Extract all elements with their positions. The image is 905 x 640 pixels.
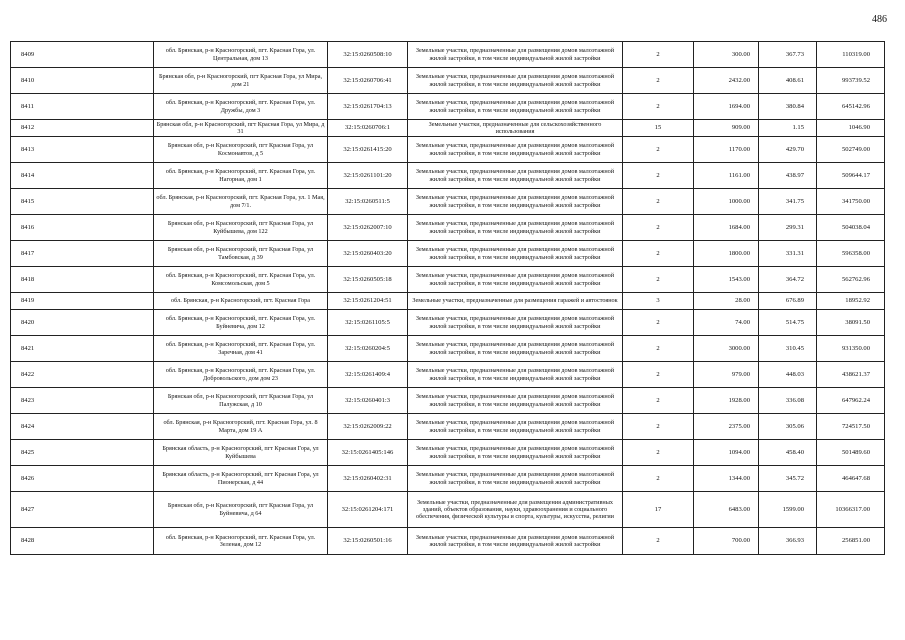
use-category-cell: 2 xyxy=(623,336,694,362)
area-cell: 1161.00 xyxy=(694,163,759,189)
cadastral-number-cell: 32:15:0262009:22 xyxy=(328,414,408,440)
cadastral-value-cell: 596358.00 xyxy=(817,241,885,267)
area-cell: 1694.00 xyxy=(694,94,759,120)
row-number: 8419 xyxy=(11,293,154,310)
row-number: 8414 xyxy=(11,163,154,189)
permitted-use-cell: Земельные участки, предназначенные для размещения домов малоэтажной жилой застройки, в том числе индивидуальной жилой застройки xyxy=(408,215,623,241)
cadastral-value-cell: 464647.68 xyxy=(817,466,885,492)
cadastral-number-cell: 32:15:0260706:1 xyxy=(328,120,408,137)
cadastral-value-cell: 724517.50 xyxy=(817,414,885,440)
table-row xyxy=(11,241,885,267)
area-cell: 2375.00 xyxy=(694,414,759,440)
address-cell: Брянская обл, р-н Красногорский, пгт Красная Гора, ул Тамбовская, д 39 xyxy=(154,241,328,267)
table-row xyxy=(11,68,885,94)
area-cell: 1170.00 xyxy=(694,137,759,163)
use-category-cell: 2 xyxy=(623,267,694,293)
area-cell: 1344.00 xyxy=(694,466,759,492)
cadastral-value-cell: 504038.04 xyxy=(817,215,885,241)
area-cell: 74.00 xyxy=(694,310,759,336)
permitted-use-cell: Земельные участки, предназначенные для размещения домов малоэтажной жилой застройки, в том числе индивидуальной жилой застройки xyxy=(408,466,623,492)
table-row xyxy=(11,293,885,310)
permitted-use-cell: Земельные участки, предназначенные для размещения домов малоэтажной жилой застройки, в том числе индивидуальной жилой застройки xyxy=(408,414,623,440)
row-number: 8427 xyxy=(11,492,154,528)
permitted-use-cell: Земельные участки, предназначенные для размещения гаражей и автостоянок xyxy=(408,293,623,310)
table-row xyxy=(11,528,885,555)
specific-value-cell: 341.75 xyxy=(759,189,817,215)
specific-value-cell: 367.73 xyxy=(759,42,817,68)
permitted-use-cell: Земельные участки, предназначенные для размещения домов малоэтажной жилой застройки, в том числе индивидуальной жилой застройки xyxy=(408,42,623,68)
cadastral-number-cell: 32:15:0260511:5 xyxy=(328,189,408,215)
cadastral-value-cell: 502749.00 xyxy=(817,137,885,163)
use-category-cell: 2 xyxy=(623,94,694,120)
specific-value-cell: 438.97 xyxy=(759,163,817,189)
area-cell: 1543.00 xyxy=(694,267,759,293)
address-cell: обл. Брянская, р-н Красногорский, пгт. Красная Гора, ул. Центральная, дом 13 xyxy=(154,42,328,68)
use-category-cell: 2 xyxy=(623,163,694,189)
cadastral-number-cell: 32:15:0260401:3 xyxy=(328,388,408,414)
table-row xyxy=(11,362,885,388)
specific-value-cell: 305.06 xyxy=(759,414,817,440)
cadastral-value-cell: 931350.00 xyxy=(817,336,885,362)
address-cell: обл. Брянская, р-н Красногорский, пгт. Красная Гора, ул. Добровольского, дом дом 23 xyxy=(154,362,328,388)
specific-value-cell: 366.93 xyxy=(759,528,817,555)
row-number: 8422 xyxy=(11,362,154,388)
table-row xyxy=(11,120,885,137)
row-number: 8409 xyxy=(11,42,154,68)
cadastral-value-cell: 645142.96 xyxy=(817,94,885,120)
use-category-cell: 15 xyxy=(623,120,694,137)
permitted-use-cell: Земельные участки, предназначенные для сельскохозяйственного использования xyxy=(408,120,623,137)
cadastral-number-cell: 32:15:0261415:20 xyxy=(328,137,408,163)
cadastral-number-cell: 32:15:0260403:20 xyxy=(328,241,408,267)
address-cell: обл. Брянская, р-н Красногорский, пгт. Красная Гора, ул. 1 Мая, дом 7/1. xyxy=(154,189,328,215)
address-cell: Брянская обл, р-н Красногорский, пгт Красная Гора, ул Куйбышева, дом 122 xyxy=(154,215,328,241)
specific-value-cell: 514.75 xyxy=(759,310,817,336)
cadastral-number-cell: 32:15:0260402:31 xyxy=(328,466,408,492)
permitted-use-cell: Земельные участки, предназначенные для размещения домов малоэтажной жилой застройки, в том числе индивидуальной жилой застройки xyxy=(408,267,623,293)
cadastral-value-cell: 341750.00 xyxy=(817,189,885,215)
land-register-table xyxy=(10,41,885,555)
area-cell: 1684.00 xyxy=(694,215,759,241)
page-number: 486 xyxy=(872,14,887,25)
table-row xyxy=(11,492,885,528)
permitted-use-cell: Земельные участки, предназначенные для размещения домов малоэтажной жилой застройки, в том числе индивидуальной жилой застройки xyxy=(408,94,623,120)
cadastral-value-cell: 18952.92 xyxy=(817,293,885,310)
use-category-cell: 2 xyxy=(623,466,694,492)
use-category-cell: 2 xyxy=(623,440,694,466)
table-row xyxy=(11,189,885,215)
address-cell: обл. Брянская, р-н Красногорский, пгт. Красная Гора, ул. Заречная, дом 41 xyxy=(154,336,328,362)
address-cell: обл. Брянская, р-н Красногорский, пгт. Красная Гора, ул. 8 Марта, дом 19 А xyxy=(154,414,328,440)
address-cell: Брянская обл, р-н Красногорский, пгт Красная Гора, ул Космонавтов, д 5 xyxy=(154,137,328,163)
specific-value-cell: 380.84 xyxy=(759,94,817,120)
use-category-cell: 2 xyxy=(623,388,694,414)
table-row xyxy=(11,163,885,189)
row-number: 8423 xyxy=(11,388,154,414)
row-number: 8425 xyxy=(11,440,154,466)
area-cell: 2432.00 xyxy=(694,68,759,94)
use-category-cell: 2 xyxy=(623,241,694,267)
cadastral-number-cell: 32:15:0261101:20 xyxy=(328,163,408,189)
row-number: 8412 xyxy=(11,120,154,137)
specific-value-cell: 448.03 xyxy=(759,362,817,388)
area-cell: 1800.00 xyxy=(694,241,759,267)
address-cell: обл. Брянская, р-н Красногорский, пгт. Красная Гора, ул. Зеленая, дом 12 xyxy=(154,528,328,555)
use-category-cell: 2 xyxy=(623,310,694,336)
use-category-cell: 2 xyxy=(623,137,694,163)
use-category-cell: 2 xyxy=(623,42,694,68)
use-category-cell: 2 xyxy=(623,362,694,388)
cadastral-number-cell: 32:15:0261405:146 xyxy=(328,440,408,466)
area-cell: 6483.00 xyxy=(694,492,759,528)
specific-value-cell: 408.61 xyxy=(759,68,817,94)
specific-value-cell: 364.72 xyxy=(759,267,817,293)
address-cell: Брянская обл, р-н Красногорский, пгт Красная Гора, ул Мира, дом 21 xyxy=(154,68,328,94)
cadastral-value-cell: 256851.00 xyxy=(817,528,885,555)
cadastral-number-cell: 32:15:0260505:18 xyxy=(328,267,408,293)
address-cell: обл. Брянская, р-н Красногорский, пгт. Красная Гора, ул. Комсомольская, дом 5 xyxy=(154,267,328,293)
area-cell: 1928.00 xyxy=(694,388,759,414)
specific-value-cell: 299.31 xyxy=(759,215,817,241)
address-cell: Брянская обл, р-н Красногорский, пгт Красная Гора, ул Мира, д 31 xyxy=(154,120,328,137)
cadastral-value-cell: 110319.00 xyxy=(817,42,885,68)
row-number: 8416 xyxy=(11,215,154,241)
use-category-cell: 2 xyxy=(623,414,694,440)
permitted-use-cell: Земельные участки, предназначенные для размещения домов малоэтажной жилой застройки, в том числе индивидуальной жилой застройки xyxy=(408,440,623,466)
permitted-use-cell: Земельные участки, предназначенные для размещения домов малоэтажной жилой застройки, в том числе индивидуальной жилой застройки xyxy=(408,336,623,362)
row-number: 8420 xyxy=(11,310,154,336)
row-number: 8421 xyxy=(11,336,154,362)
specific-value-cell: 310.45 xyxy=(759,336,817,362)
permitted-use-cell: Земельные участки, предназначенные для размещения домов малоэтажной жилой застройки, в том числе индивидуальной жилой застройки xyxy=(408,310,623,336)
row-number: 8426 xyxy=(11,466,154,492)
cadastral-number-cell: 32:15:0261704:13 xyxy=(328,94,408,120)
row-number: 8417 xyxy=(11,241,154,267)
use-category-cell: 2 xyxy=(623,528,694,555)
cadastral-number-cell: 32:15:0261105:5 xyxy=(328,310,408,336)
cadastral-number-cell: 32:15:0260508:10 xyxy=(328,42,408,68)
address-cell: Брянская область, р-н Красногорский, пгт Красная Гора, ул Пионерская, д 44 xyxy=(154,466,328,492)
permitted-use-cell: Земельные участки, предназначенные для размещения домов малоэтажной жилой застройки, в том числе индивидуальной жилой застройки xyxy=(408,163,623,189)
permitted-use-cell: Земельные участки, предназначенные для размещения домов малоэтажной жилой застройки, в том числе индивидуальной жилой застройки xyxy=(408,388,623,414)
cadastral-value-cell: 1046.90 xyxy=(817,120,885,137)
area-cell: 3000.00 xyxy=(694,336,759,362)
specific-value-cell: 429.70 xyxy=(759,137,817,163)
permitted-use-cell: Земельные участки, предназначенные для размещения административных зданий, объектов образования, науки, здравоохранения и социального обеспечения, физической культуры и спорта, культуры, искусства, религии xyxy=(408,492,623,528)
area-cell: 700.00 xyxy=(694,528,759,555)
use-category-cell: 2 xyxy=(623,215,694,241)
cadastral-number-cell: 32:15:0260706:41 xyxy=(328,68,408,94)
row-number: 8424 xyxy=(11,414,154,440)
table-row xyxy=(11,440,885,466)
cadastral-number-cell: 32:15:0260501:16 xyxy=(328,528,408,555)
cadastral-value-cell: 501489.60 xyxy=(817,440,885,466)
row-number: 8415 xyxy=(11,189,154,215)
area-cell: 1094.00 xyxy=(694,440,759,466)
cadastral-number-cell: 32:15:0261204:171 xyxy=(328,492,408,528)
address-cell: Брянская обл, р-н Красногорский, пгт Красная Гора, ул Буйневича, д 64 xyxy=(154,492,328,528)
specific-value-cell: 336.08 xyxy=(759,388,817,414)
specific-value-cell: 676.89 xyxy=(759,293,817,310)
cadastral-number-cell: 32:15:0261409:4 xyxy=(328,362,408,388)
cadastral-number-cell: 32:15:0261204:51 xyxy=(328,293,408,310)
area-cell: 979.00 xyxy=(694,362,759,388)
area-cell: 300.00 xyxy=(694,42,759,68)
table-row xyxy=(11,414,885,440)
permitted-use-cell: Земельные участки, предназначенные для размещения домов малоэтажной жилой застройки, в том числе индивидуальной жилой застройки xyxy=(408,241,623,267)
permitted-use-cell: Земельные участки, предназначенные для размещения домов малоэтажной жилой застройки, в том числе индивидуальной жилой застройки xyxy=(408,362,623,388)
permitted-use-cell: Земельные участки, предназначенные для размещения домов малоэтажной жилой застройки, в том числе индивидуальной жилой застройки xyxy=(408,68,623,94)
table-row xyxy=(11,466,885,492)
table-row xyxy=(11,310,885,336)
address-cell: обл. Брянская, р-н Красногорский, пгт. Красная Гора xyxy=(154,293,328,310)
permitted-use-cell: Земельные участки, предназначенные для размещения домов малоэтажной жилой застройки, в том числе индивидуальной жилой застройки xyxy=(408,137,623,163)
specific-value-cell: 1599.00 xyxy=(759,492,817,528)
permitted-use-cell: Земельные участки, предназначенные для размещения домов малоэтажной жилой застройки, в том числе индивидуальной жилой застройки xyxy=(408,528,623,555)
cadastral-value-cell: 438621.37 xyxy=(817,362,885,388)
address-cell: Брянская область, р-н Красногорский, пгт Красная Гора, ул Куйбышева xyxy=(154,440,328,466)
area-cell: 909.00 xyxy=(694,120,759,137)
use-category-cell: 3 xyxy=(623,293,694,310)
cadastral-value-cell: 509644.17 xyxy=(817,163,885,189)
table-row xyxy=(11,215,885,241)
cadastral-value-cell: 993739.52 xyxy=(817,68,885,94)
area-cell: 1000.00 xyxy=(694,189,759,215)
address-cell: обл. Брянская, р-н Красногорский, пгт. Красная Гора, ул. Нагорная, дом 1 xyxy=(154,163,328,189)
row-number: 8411 xyxy=(11,94,154,120)
cadastral-value-cell: 10366317.00 xyxy=(817,492,885,528)
specific-value-cell: 331.31 xyxy=(759,241,817,267)
area-cell: 28.00 xyxy=(694,293,759,310)
permitted-use-cell: Земельные участки, предназначенные для размещения домов малоэтажной жилой застройки, в том числе индивидуальной жилой застройки xyxy=(408,189,623,215)
address-cell: обл. Брянская, р-н Красногорский, пгт. Красная Гора, ул. Дружбы, дом 3 xyxy=(154,94,328,120)
use-category-cell: 2 xyxy=(623,68,694,94)
cadastral-value-cell: 38091.50 xyxy=(817,310,885,336)
table-row xyxy=(11,267,885,293)
cadastral-number-cell: 32:15:0260204:5 xyxy=(328,336,408,362)
table-row xyxy=(11,42,885,68)
specific-value-cell: 458.40 xyxy=(759,440,817,466)
cadastral-value-cell: 647962.24 xyxy=(817,388,885,414)
use-category-cell: 2 xyxy=(623,189,694,215)
address-cell: Брянская обл, р-н Красногорский, пгт Красная Гора, ул Палужская, д 10 xyxy=(154,388,328,414)
row-number: 8418 xyxy=(11,267,154,293)
row-number: 8428 xyxy=(11,528,154,555)
cadastral-number-cell: 32:15:0262007:10 xyxy=(328,215,408,241)
use-category-cell: 17 xyxy=(623,492,694,528)
table-row xyxy=(11,336,885,362)
specific-value-cell: 345.72 xyxy=(759,466,817,492)
specific-value-cell: 1.15 xyxy=(759,120,817,137)
table-row xyxy=(11,137,885,163)
address-cell: обл. Брянская, р-н Красногорский, пгт. Красная Гора, ул. Буйневича, дом 12 xyxy=(154,310,328,336)
row-number: 8410 xyxy=(11,68,154,94)
row-number: 8413 xyxy=(11,137,154,163)
table-row xyxy=(11,388,885,414)
cadastral-value-cell: 562762.96 xyxy=(817,267,885,293)
table-row xyxy=(11,94,885,120)
register-rows xyxy=(11,42,885,555)
